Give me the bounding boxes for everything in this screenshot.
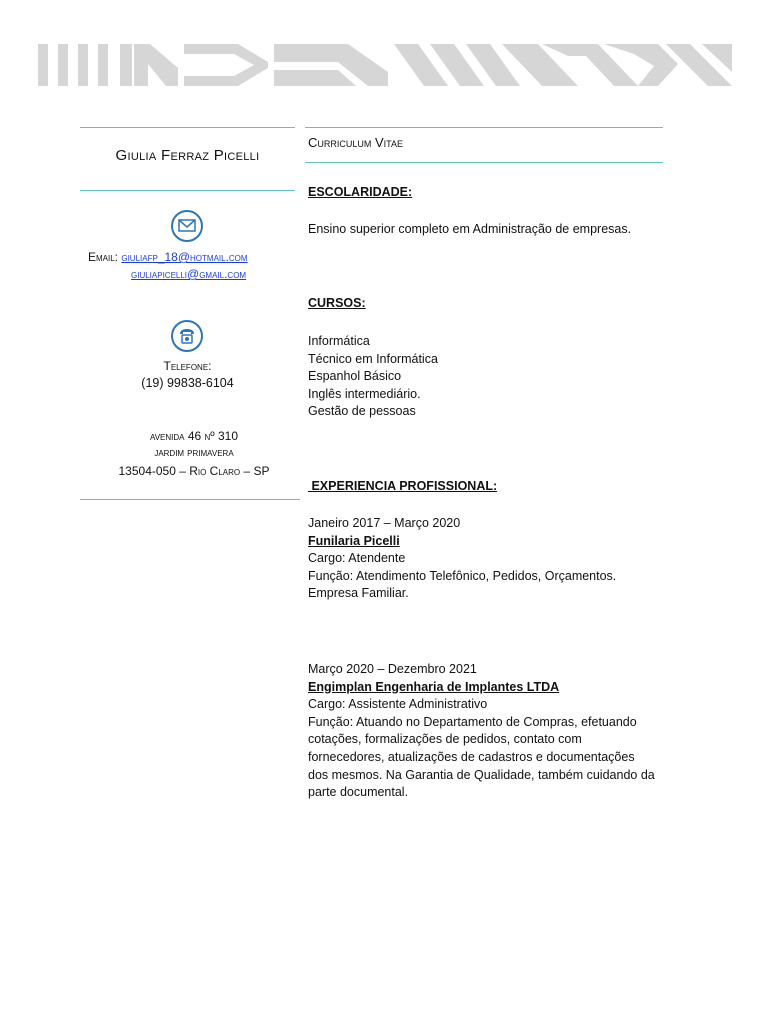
left-top-rule	[80, 127, 295, 128]
phone-label: Telefone:	[163, 359, 212, 373]
right-top-rule	[305, 127, 663, 128]
job-function: Função: Atendimento Telefônico, Pedidos, Orçamentos.	[308, 568, 617, 583]
right-title-rule	[305, 162, 663, 163]
job-function: Função: Atuando no Departamento de Compras, efetuando cotações, formalizações de pedidos, contato com fornecedores, atualizações de cadastros e documentações dos mesmos. Na Garantia de Qualidade, também cuidando da parte documental.	[308, 714, 655, 800]
left-bottom-rule	[80, 499, 300, 500]
address-line-3: 13504-050 – Rio Claro – SP	[118, 464, 270, 478]
list-item: Técnico em Informática	[308, 351, 438, 366]
email-block	[88, 250, 298, 264]
candidate-name: Giulia Ferraz Picelli	[115, 147, 260, 164]
email-label: Email:	[88, 250, 119, 264]
education-text: Ensino superior completo em Administração de empresas.	[308, 222, 632, 236]
job-1	[308, 515, 658, 603]
list-item: Espanhol Básico	[308, 369, 402, 384]
email-link-1[interactable]: giuliafp_18@hotmail.com	[121, 250, 248, 264]
job-extra: Empresa Familiar.	[308, 586, 409, 601]
courses-list	[308, 333, 658, 421]
email-block-2	[131, 267, 246, 281]
job-role: Cargo: Assistente Administrativo	[308, 697, 488, 712]
list-item: Inglês intermediário.	[308, 386, 421, 401]
decorative-banner	[38, 42, 732, 88]
job-role: Cargo: Atendente	[308, 551, 406, 566]
phone-number: (19) 99838-6104	[141, 376, 234, 390]
address-line-2: jardim primavera	[154, 447, 234, 459]
email-link-2[interactable]: giuliapicelli@gmail.com	[131, 267, 247, 281]
job-2	[308, 661, 658, 802]
document-title: Curriculum Vitae	[308, 135, 404, 150]
envelope-icon	[171, 210, 203, 242]
left-name-rule	[80, 190, 295, 191]
job-company: Engimplan Engenharia de Implantes LTDA	[308, 679, 560, 694]
job-period: Março 2020 – Dezembro 2021	[308, 662, 477, 676]
experience-heading: EXPERIENCIA PROFISSIONAL:	[308, 479, 498, 493]
job-period: Janeiro 2017 – Março 2020	[308, 516, 461, 530]
list-item: Gestão de pessoas	[308, 404, 416, 419]
telephone-icon	[171, 320, 203, 352]
education-heading: ESCOLARIDADE:	[308, 185, 413, 199]
courses-heading: CURSOS:	[308, 296, 366, 310]
address-line-1: avenida 46 nº 310	[149, 429, 239, 443]
list-item: Informática	[308, 334, 370, 348]
job-company: Funilaria Picelli	[308, 533, 400, 548]
